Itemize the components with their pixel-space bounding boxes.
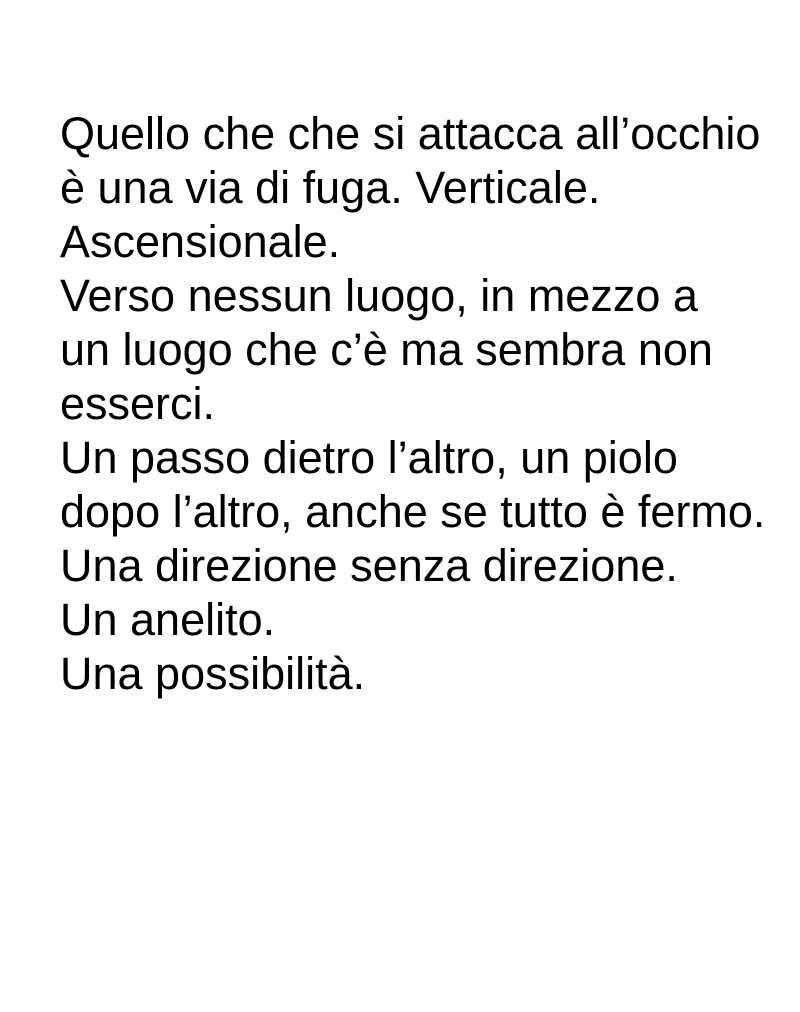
text-line: è una via di fuga. Verticale. bbox=[60, 162, 601, 213]
text-line: Ascensionale. bbox=[60, 216, 341, 267]
text-line: dopo l’altro, anche se tutto è fermo. bbox=[60, 486, 766, 537]
text-line: esserci. bbox=[60, 378, 216, 429]
text-block bbox=[60, 107, 780, 701]
text-line: Una direzione senza direzione. bbox=[60, 540, 678, 591]
text-line: Un passo dietro l’altro, un piolo bbox=[60, 432, 678, 483]
text-line: Quello che che si attacca all’occhio bbox=[60, 108, 761, 159]
text-line: un luogo che c’è ma sembra non bbox=[60, 324, 713, 375]
text-line: Verso nessun luogo, in mezzo a bbox=[60, 270, 698, 321]
text-line: Una possibilità. bbox=[60, 648, 366, 699]
text-line: Un anelito. bbox=[60, 594, 276, 645]
